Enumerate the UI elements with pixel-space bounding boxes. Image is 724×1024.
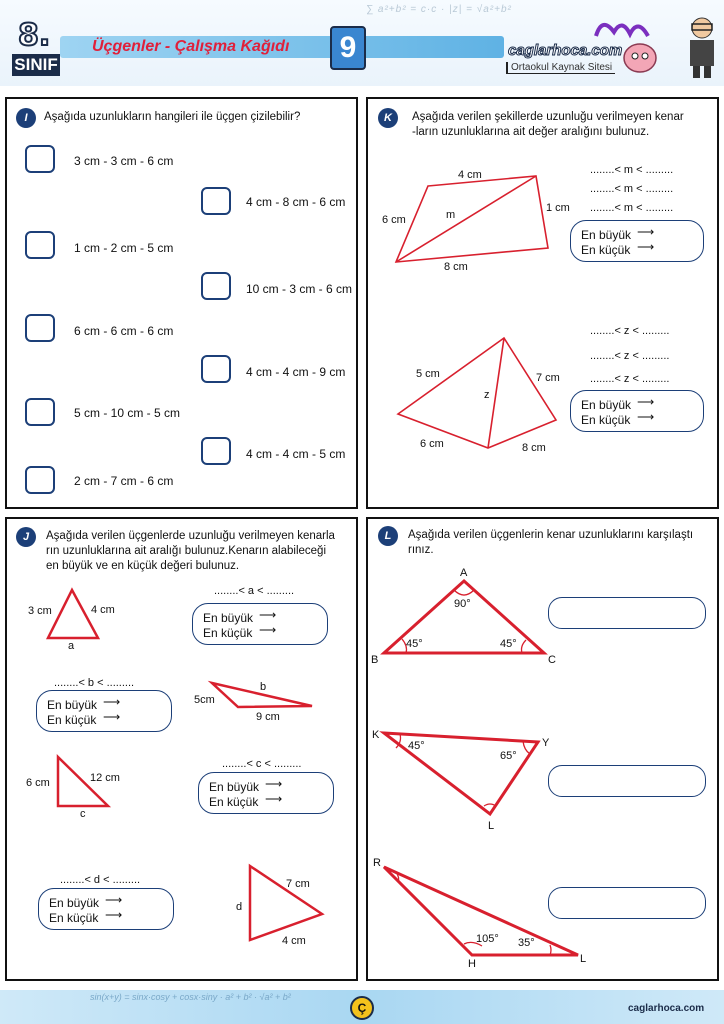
- sheet-number: 9: [330, 26, 366, 70]
- l-t3-L: L: [580, 953, 587, 965]
- l-answer-box-3[interactable]: [548, 887, 706, 919]
- k-fig1-left: 6 cm: [382, 214, 406, 226]
- k-range-m-2: ........< m < .........: [590, 183, 674, 195]
- j-tri-d-left: d: [236, 901, 243, 913]
- badge-l: L: [378, 526, 398, 546]
- brand-logo-text: caglarhoca.com: [508, 42, 623, 59]
- brand-subtitle: Ortaokul Kaynak Sitesi: [506, 62, 615, 74]
- question-j-line1: Aşağıda verilen üçgenlerde uzunluğu verilmeyen kenarla: [46, 530, 335, 542]
- j-tri-c-left: 6 cm: [26, 777, 50, 789]
- l-t2-angY: 65°: [500, 750, 517, 762]
- grade-word: SINIF: [12, 54, 60, 76]
- badge-j: J: [16, 527, 36, 547]
- arrow-right-icon: ⟶: [637, 395, 655, 409]
- l-t2-Y: Y: [542, 737, 550, 749]
- footer-logo: Ç: [350, 996, 374, 1020]
- l-t3-R: R: [373, 857, 381, 869]
- arrow-right-icon: ⟶: [259, 608, 277, 622]
- option-5: 6 cm - 6 cm - 6 cm: [74, 324, 174, 338]
- l-t1-angC: 45°: [500, 638, 517, 650]
- j-min-label-a: En küçük: [203, 626, 253, 640]
- badge-k: K: [378, 108, 398, 128]
- question-l-line1: Aşağıda verilen üçgenlerin kenar uzunluklarını karşılaştı: [408, 529, 694, 541]
- k-min-label-1: En küçük: [581, 243, 631, 257]
- question-i: Aşağıda uzunlukların hangileri ile üçgen çizilebilir?: [44, 111, 301, 123]
- k-fig1-right: 1 cm: [546, 202, 570, 214]
- k-fig1-top: 4 cm: [458, 169, 482, 181]
- page-title: Üçgenler - Çalışma Kağıdı: [92, 38, 290, 55]
- k-max-label-1: En büyük: [581, 228, 632, 242]
- arrow-right-icon: ⟶: [259, 623, 277, 637]
- option-8: 4 cm - 4 cm - 5 cm: [246, 447, 346, 461]
- arrow-right-icon: ⟶: [637, 225, 655, 239]
- j-tri-b-left: 5cm: [194, 694, 215, 706]
- option-3: 1 cm - 2 cm - 5 cm: [74, 241, 174, 255]
- k-fig2-br: 8 cm: [522, 442, 546, 454]
- arrow-right-icon: ⟶: [103, 710, 121, 724]
- question-j-line2: rın uzunluklarına ait aralığı bulunuz.Kenarın alabileceği: [46, 545, 327, 557]
- k-fig2-diag: z: [484, 389, 490, 401]
- arrow-right-icon: ⟶: [265, 777, 283, 791]
- l-t1-C: C: [548, 654, 556, 666]
- j-tri-a-left: 3 cm: [28, 605, 52, 617]
- option-9: 2 cm - 7 cm - 6 cm: [74, 474, 174, 488]
- l-t3-H: H: [468, 958, 476, 970]
- question-k-line1: Aşağıda verilen şekillerde uzunluğu verilmeyen kenar: [412, 111, 684, 123]
- badge-i: I: [16, 108, 36, 128]
- j-tri-c-right: 12 cm: [90, 772, 120, 784]
- k-max-label-2: En büyük: [581, 398, 632, 412]
- option-4: 10 cm - 3 cm - 6 cm: [246, 282, 353, 296]
- j-tri-c-base: c: [80, 808, 86, 820]
- footer-url[interactable]: caglarhoca.com: [628, 1003, 705, 1014]
- arrow-right-icon: ⟶: [637, 410, 655, 424]
- j-tri-a-right: 4 cm: [91, 604, 115, 616]
- k-range-m-3: ........< m < .........: [590, 202, 674, 214]
- j-range-a: ........< a < .........: [214, 585, 295, 597]
- l-t1-angB: 45°: [406, 638, 423, 650]
- k-range-m-1: ........< m < .........: [590, 164, 674, 176]
- k-range-z-2: ........< z < .........: [590, 350, 670, 362]
- l-answer-box-1[interactable]: [548, 597, 706, 629]
- k-fig2-right: 7 cm: [536, 372, 560, 384]
- l-answer-box-2[interactable]: [548, 765, 706, 797]
- arrow-right-icon: ⟶: [103, 695, 121, 709]
- arrow-right-icon: ⟶: [105, 893, 123, 907]
- arrow-right-icon: ⟶: [637, 240, 655, 254]
- j-tri-a-base: a: [68, 640, 75, 652]
- l-t3-angH: 105°: [476, 933, 499, 945]
- header-decoration: ∑ a²+b² = c·c · |z| = √a²+b²: [366, 4, 512, 15]
- k-range-z-3: ........< z < .........: [590, 373, 670, 385]
- j-min-label-b: En küçük: [47, 713, 97, 727]
- k-range-z-1: ........< z < .........: [590, 325, 670, 337]
- l-t1-B: B: [371, 654, 379, 666]
- k-fig1-bottom: 8 cm: [444, 261, 468, 273]
- j-max-label-a: En büyük: [203, 611, 254, 625]
- j-range-c: ........< c < .........: [222, 758, 302, 770]
- grade-number: 8.: [18, 18, 51, 53]
- arrow-right-icon: ⟶: [105, 908, 123, 922]
- j-max-label-c: En büyük: [209, 780, 260, 794]
- question-k-line2: -ların uzunluklarına ait değer aralığını bulunuz.: [412, 126, 650, 138]
- j-min-label-d: En küçük: [49, 911, 99, 925]
- j-range-d: ........< d < .........: [60, 874, 141, 886]
- question-l-line2: rınız.: [408, 544, 434, 556]
- l-t1-angA: 90°: [454, 598, 471, 610]
- j-tri-b-top: b: [260, 681, 267, 693]
- k-fig2-bl: 6 cm: [420, 438, 444, 450]
- option-7: 5 cm - 10 cm - 5 cm: [74, 406, 181, 420]
- l-t1-A: A: [460, 567, 468, 579]
- option-2: 4 cm - 8 cm - 6 cm: [246, 195, 346, 209]
- j-max-label-b: En büyük: [47, 698, 98, 712]
- l-t3-angL: 35°: [518, 937, 535, 949]
- j-min-label-c: En küçük: [209, 795, 259, 809]
- option-6: 4 cm - 4 cm - 9 cm: [246, 365, 346, 379]
- k-fig1-diag: m: [446, 209, 456, 221]
- question-j-line3: en büyük ve en küçük değeri bulunuz.: [46, 560, 240, 572]
- footer-decoration: sin(x+y) = sinx·cosy + cosx·siny · a² + b² · √a² + b²: [90, 992, 291, 1002]
- l-t2-L: L: [488, 820, 495, 832]
- k-min-label-2: En küçük: [581, 413, 631, 427]
- j-tri-d-bottom: 4 cm: [282, 935, 306, 947]
- option-1: 3 cm - 3 cm - 6 cm: [74, 154, 174, 168]
- arrow-right-icon: ⟶: [265, 792, 283, 806]
- k-fig2-left: 5 cm: [416, 368, 440, 380]
- l-t2-K: K: [372, 729, 380, 741]
- j-max-label-d: En büyük: [49, 896, 100, 910]
- j-range-b: ........< b < .........: [54, 677, 135, 689]
- j-tri-d-top: 7 cm: [286, 878, 310, 890]
- l-t2-angK: 45°: [408, 740, 425, 752]
- j-tri-b-bottom: 9 cm: [256, 711, 280, 723]
